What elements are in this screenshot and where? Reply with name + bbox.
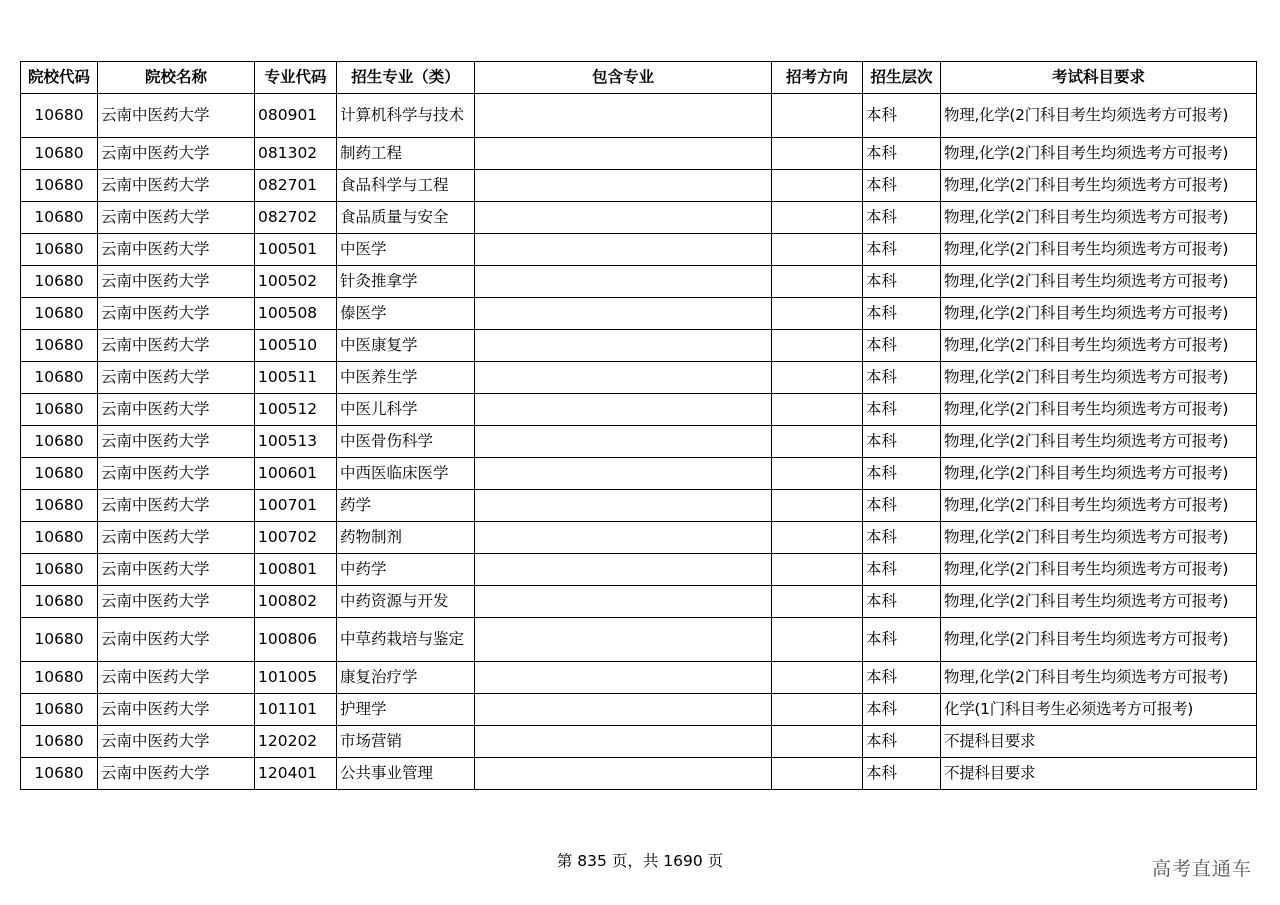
cell-includes [475, 426, 772, 458]
cell-major: 公共事业管理 [337, 758, 475, 790]
cell-direction [772, 170, 863, 202]
cell-major-code: 100512 [255, 394, 337, 426]
cell-school-code: 10680 [21, 758, 98, 790]
table-row [21, 266, 1257, 298]
table-row [21, 554, 1257, 586]
cell-major: 中西医临床医学 [337, 458, 475, 490]
cell-requirement: 物理,化学(2门科目考生均须选考方可报考) [941, 394, 1257, 426]
cell-school-code: 10680 [21, 522, 98, 554]
header-direction: 招考方向 [772, 62, 863, 94]
cell-major-code: 100701 [255, 490, 337, 522]
cell-major-code: 100801 [255, 554, 337, 586]
table-row [21, 522, 1257, 554]
cell-includes [475, 298, 772, 330]
cell-major: 药物制剂 [337, 522, 475, 554]
cell-direction [772, 554, 863, 586]
watermark: 高考直通车 [1151, 858, 1252, 880]
table-row [21, 586, 1257, 618]
cell-direction [772, 758, 863, 790]
cell-requirement: 物理,化学(2门科目考生均须选考方可报考) [941, 234, 1257, 266]
table-row [21, 362, 1257, 394]
cell-major: 中药学 [337, 554, 475, 586]
cell-includes [475, 362, 772, 394]
cell-school-name: 云南中医药大学 [98, 522, 255, 554]
cell-major-code: 082702 [255, 202, 337, 234]
cell-requirement: 物理,化学(2门科目考生均须选考方可报考) [941, 170, 1257, 202]
cell-major: 中医儿科学 [337, 394, 475, 426]
cell-direction [772, 362, 863, 394]
cell-school-code: 10680 [21, 694, 98, 726]
cell-requirement: 物理,化学(2门科目考生均须选考方可报考) [941, 138, 1257, 170]
cell-includes [475, 758, 772, 790]
cell-requirement: 物理,化学(2门科目考生均须选考方可报考) [941, 554, 1257, 586]
cell-includes [475, 490, 772, 522]
cell-school-name: 云南中医药大学 [98, 662, 255, 694]
cell-school-code: 10680 [21, 618, 98, 662]
table-row [21, 330, 1257, 362]
cell-requirement: 物理,化学(2门科目考生均须选考方可报考) [941, 458, 1257, 490]
cell-direction [772, 94, 863, 138]
cell-school-name: 云南中医药大学 [98, 554, 255, 586]
cell-school-name: 云南中医药大学 [98, 458, 255, 490]
page-number: 第 835 页，共 1690 页 [556, 852, 724, 870]
table-row [21, 662, 1257, 694]
table-row [21, 490, 1257, 522]
table-row [21, 138, 1257, 170]
cell-level: 本科 [863, 298, 941, 330]
cell-major: 中医养生学 [337, 362, 475, 394]
cell-major: 中医学 [337, 234, 475, 266]
cell-school-code: 10680 [21, 490, 98, 522]
table-row [21, 202, 1257, 234]
cell-major: 护理学 [337, 694, 475, 726]
cell-requirement: 物理,化学(2门科目考生均须选考方可报考) [941, 662, 1257, 694]
cell-major-code: 100508 [255, 298, 337, 330]
cell-requirement: 物理,化学(2门科目考生均须选考方可报考) [941, 266, 1257, 298]
table-row [21, 694, 1257, 726]
cell-includes [475, 234, 772, 266]
cell-major-code: 101005 [255, 662, 337, 694]
table-row [21, 726, 1257, 758]
cell-school-code: 10680 [21, 330, 98, 362]
cell-requirement: 不提科目要求 [941, 758, 1257, 790]
cell-requirement: 物理,化学(2门科目考生均须选考方可报考) [941, 362, 1257, 394]
cell-school-code: 10680 [21, 554, 98, 586]
cell-level: 本科 [863, 266, 941, 298]
cell-level: 本科 [863, 330, 941, 362]
cell-direction [772, 234, 863, 266]
cell-direction [772, 618, 863, 662]
cell-direction [772, 726, 863, 758]
table-row [21, 170, 1257, 202]
cell-includes [475, 694, 772, 726]
cell-direction [772, 330, 863, 362]
cell-major: 食品科学与工程 [337, 170, 475, 202]
header-requirement: 考试科目要求 [941, 62, 1257, 94]
cell-includes [475, 170, 772, 202]
cell-level: 本科 [863, 694, 941, 726]
enrollment-table [20, 61, 1257, 790]
cell-school-name: 云南中医药大学 [98, 426, 255, 458]
cell-major: 市场营销 [337, 726, 475, 758]
cell-major-code: 080901 [255, 94, 337, 138]
cell-requirement: 物理,化学(2门科目考生均须选考方可报考) [941, 586, 1257, 618]
cell-level: 本科 [863, 458, 941, 490]
cell-requirement: 物理,化学(2门科目考生均须选考方可报考) [941, 94, 1257, 138]
cell-school-code: 10680 [21, 298, 98, 330]
cell-school-name: 云南中医药大学 [98, 94, 255, 138]
cell-requirement: 不提科目要求 [941, 726, 1257, 758]
header-major-code: 专业代码 [255, 62, 337, 94]
cell-requirement: 物理,化学(2门科目考生均须选考方可报考) [941, 298, 1257, 330]
cell-major: 中草药栽培与鉴定 [337, 618, 475, 662]
cell-school-name: 云南中医药大学 [98, 362, 255, 394]
cell-school-code: 10680 [21, 94, 98, 138]
cell-school-name: 云南中医药大学 [98, 394, 255, 426]
cell-level: 本科 [863, 490, 941, 522]
cell-major-code: 120202 [255, 726, 337, 758]
cell-direction [772, 298, 863, 330]
cell-major: 傣医学 [337, 298, 475, 330]
cell-includes [475, 662, 772, 694]
cell-level: 本科 [863, 554, 941, 586]
cell-school-code: 10680 [21, 662, 98, 694]
cell-direction [772, 662, 863, 694]
table-row [21, 426, 1257, 458]
cell-school-code: 10680 [21, 362, 98, 394]
cell-school-code: 10680 [21, 170, 98, 202]
cell-school-name: 云南中医药大学 [98, 298, 255, 330]
table-row [21, 234, 1257, 266]
cell-school-name: 云南中医药大学 [98, 618, 255, 662]
cell-major: 康复治疗学 [337, 662, 475, 694]
cell-school-code: 10680 [21, 586, 98, 618]
cell-school-code: 10680 [21, 726, 98, 758]
cell-includes [475, 618, 772, 662]
cell-level: 本科 [863, 362, 941, 394]
cell-level: 本科 [863, 726, 941, 758]
cell-direction [772, 490, 863, 522]
cell-level: 本科 [863, 758, 941, 790]
cell-includes [475, 330, 772, 362]
cell-level: 本科 [863, 618, 941, 662]
cell-level: 本科 [863, 394, 941, 426]
cell-includes [475, 94, 772, 138]
cell-school-code: 10680 [21, 458, 98, 490]
cell-requirement: 物理,化学(2门科目考生均须选考方可报考) [941, 618, 1257, 662]
header-school-name: 院校名称 [98, 62, 255, 94]
cell-school-name: 云南中医药大学 [98, 490, 255, 522]
cell-level: 本科 [863, 234, 941, 266]
cell-major-code: 082701 [255, 170, 337, 202]
cell-school-name: 云南中医药大学 [98, 330, 255, 362]
cell-requirement: 物理,化学(2门科目考生均须选考方可报考) [941, 426, 1257, 458]
cell-direction [772, 266, 863, 298]
cell-school-name: 云南中医药大学 [98, 234, 255, 266]
cell-requirement: 物理,化学(2门科目考生均须选考方可报考) [941, 202, 1257, 234]
cell-level: 本科 [863, 138, 941, 170]
cell-includes [475, 522, 772, 554]
cell-direction [772, 202, 863, 234]
cell-major: 食品质量与安全 [337, 202, 475, 234]
cell-major-code: 100601 [255, 458, 337, 490]
cell-level: 本科 [863, 202, 941, 234]
table-row [21, 618, 1257, 662]
cell-level: 本科 [863, 522, 941, 554]
cell-school-code: 10680 [21, 426, 98, 458]
cell-major-code: 100513 [255, 426, 337, 458]
cell-major: 针灸推拿学 [337, 266, 475, 298]
cell-requirement: 物理,化学(2门科目考生均须选考方可报考) [941, 522, 1257, 554]
cell-includes [475, 202, 772, 234]
cell-school-code: 10680 [21, 202, 98, 234]
cell-major: 中医康复学 [337, 330, 475, 362]
cell-requirement: 化学(1门科目考生必须选考方可报考) [941, 694, 1257, 726]
header-school-code: 院校代码 [21, 62, 98, 94]
cell-major-code: 100510 [255, 330, 337, 362]
cell-major-code: 100802 [255, 586, 337, 618]
cell-includes [475, 266, 772, 298]
cell-major-code: 100806 [255, 618, 337, 662]
cell-direction [772, 394, 863, 426]
cell-includes [475, 138, 772, 170]
cell-direction [772, 138, 863, 170]
cell-school-name: 云南中医药大学 [98, 758, 255, 790]
cell-level: 本科 [863, 170, 941, 202]
cell-level: 本科 [863, 586, 941, 618]
cell-major-code: 120401 [255, 758, 337, 790]
cell-major-code: 101101 [255, 694, 337, 726]
cell-school-name: 云南中医药大学 [98, 586, 255, 618]
header-level: 招生层次 [863, 62, 941, 94]
cell-level: 本科 [863, 662, 941, 694]
cell-school-code: 10680 [21, 394, 98, 426]
cell-direction [772, 694, 863, 726]
table-row [21, 758, 1257, 790]
cell-includes [475, 554, 772, 586]
header-major: 招生专业（类） [337, 62, 475, 94]
table-body [21, 94, 1257, 790]
cell-major: 制药工程 [337, 138, 475, 170]
header-row [21, 62, 1257, 94]
cell-includes [475, 458, 772, 490]
cell-includes [475, 394, 772, 426]
cell-level: 本科 [863, 426, 941, 458]
cell-school-name: 云南中医药大学 [98, 726, 255, 758]
cell-major: 中医骨伤科学 [337, 426, 475, 458]
cell-direction [772, 522, 863, 554]
cell-includes [475, 726, 772, 758]
header-includes: 包含专业 [475, 62, 772, 94]
cell-school-code: 10680 [21, 234, 98, 266]
cell-includes [475, 586, 772, 618]
cell-major: 药学 [337, 490, 475, 522]
cell-school-name: 云南中医药大学 [98, 266, 255, 298]
cell-school-name: 云南中医药大学 [98, 170, 255, 202]
cell-level: 本科 [863, 94, 941, 138]
cell-major-code: 081302 [255, 138, 337, 170]
cell-school-name: 云南中医药大学 [98, 138, 255, 170]
cell-major-code: 100502 [255, 266, 337, 298]
cell-requirement: 物理,化学(2门科目考生均须选考方可报考) [941, 330, 1257, 362]
cell-school-name: 云南中医药大学 [98, 694, 255, 726]
cell-major: 中药资源与开发 [337, 586, 475, 618]
cell-direction [772, 586, 863, 618]
cell-major: 计算机科学与技术 [337, 94, 475, 138]
table-row [21, 458, 1257, 490]
cell-major-code: 100702 [255, 522, 337, 554]
cell-school-code: 10680 [21, 266, 98, 298]
table-row [21, 394, 1257, 426]
cell-school-name: 云南中医药大学 [98, 202, 255, 234]
cell-direction [772, 426, 863, 458]
cell-school-code: 10680 [21, 138, 98, 170]
cell-major-code: 100511 [255, 362, 337, 394]
table-row [21, 298, 1257, 330]
cell-requirement: 物理,化学(2门科目考生均须选考方可报考) [941, 490, 1257, 522]
cell-major-code: 100501 [255, 234, 337, 266]
table-row [21, 94, 1257, 138]
cell-direction [772, 458, 863, 490]
